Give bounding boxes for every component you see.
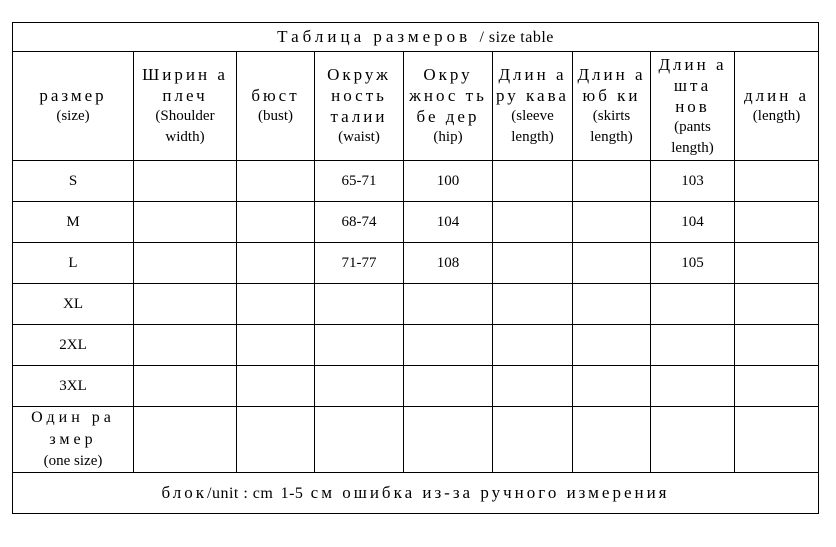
header-hip-ru: Окру жнос ть бе дер	[409, 65, 487, 126]
table-cell	[735, 407, 819, 473]
cell-pants: 104	[651, 202, 735, 243]
one-size-label	[13, 407, 134, 473]
one-size-row	[13, 407, 819, 473]
header-sleeve-ru: Длин а ру кава	[496, 65, 569, 105]
cell-bust	[237, 284, 315, 325]
header-bust-ru: бюст	[251, 86, 300, 105]
header-waist	[315, 52, 404, 161]
cell-size: 2XL	[13, 325, 134, 366]
cell-pants: 105	[651, 243, 735, 284]
header-length-en: (length)	[752, 108, 801, 124]
header-shoulder-ru: Ширин а плеч	[142, 65, 228, 105]
cell-length	[735, 243, 819, 284]
cell-hip	[404, 284, 493, 325]
header-shoulder-en: (Shoulder width)	[155, 108, 215, 145]
header-hip	[404, 52, 493, 161]
footer-error-text: см ошибка из-за ручного измерения	[310, 483, 670, 502]
header-skirt-ru: Длин а юб ки	[577, 65, 646, 105]
header-bust-en: (bust)	[258, 108, 293, 124]
table-cell	[315, 407, 404, 473]
cell-sleeve	[493, 161, 573, 202]
table-row	[13, 284, 819, 325]
cell-bust	[237, 202, 315, 243]
one-size-ru: Один ра змер	[31, 409, 115, 448]
cell-skirt	[573, 325, 651, 366]
header-sleeve	[493, 52, 573, 161]
header-size-ru: размер	[39, 86, 107, 105]
cell-length	[735, 366, 819, 407]
cell-waist: 68-74	[315, 202, 404, 243]
table-row	[13, 325, 819, 366]
table-cell	[651, 407, 735, 473]
cell-hip: 100	[404, 161, 493, 202]
cell-hip	[404, 325, 493, 366]
cell-skirt	[573, 161, 651, 202]
table-title	[13, 23, 819, 52]
cell-waist: 71-77	[315, 243, 404, 284]
cell-bust	[237, 243, 315, 284]
cell-length	[735, 284, 819, 325]
cell-sleeve	[493, 202, 573, 243]
table-row	[13, 161, 819, 202]
footer-unit-en: /unit : cm	[207, 485, 274, 502]
header-skirt-en: (skirts length)	[590, 108, 633, 145]
cell-size: S	[13, 161, 134, 202]
one-size-en: (one size)	[43, 453, 103, 469]
footer-unit-ru: блок	[161, 483, 208, 502]
header-length	[735, 52, 819, 161]
header-sleeve-en: (sleeve length)	[511, 108, 554, 145]
table-cell	[573, 407, 651, 473]
header-hip-en: (hip)	[433, 129, 463, 145]
cell-sleeve	[493, 325, 573, 366]
cell-pants	[651, 325, 735, 366]
header-pants-ru: Длин а шта нов	[658, 54, 727, 116]
cell-waist: 65-71	[315, 161, 404, 202]
cell-skirt	[573, 243, 651, 284]
cell-shoulder	[134, 325, 237, 366]
cell-skirt	[573, 366, 651, 407]
table-row	[13, 366, 819, 407]
cell-waist	[315, 366, 404, 407]
header-bust	[237, 52, 315, 161]
table-cell	[493, 407, 573, 473]
cell-hip: 108	[404, 243, 493, 284]
cell-shoulder	[134, 284, 237, 325]
size-table	[12, 22, 819, 514]
cell-bust	[237, 161, 315, 202]
cell-waist	[315, 284, 404, 325]
cell-sleeve	[493, 243, 573, 284]
header-skirt	[573, 52, 651, 161]
table-cell	[134, 407, 237, 473]
cell-bust	[237, 366, 315, 407]
header-row	[13, 52, 819, 161]
cell-length	[735, 202, 819, 243]
cell-bust	[237, 325, 315, 366]
header-shoulder	[134, 52, 237, 161]
cell-skirt	[573, 202, 651, 243]
table-cell	[404, 407, 493, 473]
cell-shoulder	[134, 161, 237, 202]
cell-pants	[651, 284, 735, 325]
table-title-row	[13, 23, 819, 52]
cell-waist	[315, 325, 404, 366]
table-row	[13, 202, 819, 243]
footer-range: 1-5	[280, 485, 304, 502]
table-row	[13, 243, 819, 284]
footer-note	[13, 473, 819, 514]
header-pants	[651, 52, 735, 161]
cell-skirt	[573, 284, 651, 325]
cell-size: 3XL	[13, 366, 134, 407]
cell-sleeve	[493, 284, 573, 325]
cell-size: XL	[13, 284, 134, 325]
header-pants-en: (pants length)	[671, 118, 714, 156]
size-rows	[13, 161, 819, 407]
cell-size: L	[13, 243, 134, 284]
header-waist-en: (waist)	[338, 129, 380, 145]
cell-hip: 104	[404, 202, 493, 243]
cell-hip	[404, 366, 493, 407]
header-size	[13, 52, 134, 161]
cell-shoulder	[134, 243, 237, 284]
cell-size: M	[13, 202, 134, 243]
header-waist-ru: Окруж ность талии	[327, 65, 391, 126]
header-length-ru: длин а	[743, 86, 810, 105]
cell-shoulder	[134, 366, 237, 407]
title-en: / size table	[479, 29, 554, 46]
cell-length	[735, 161, 819, 202]
cell-pants: 103	[651, 161, 735, 202]
cell-length	[735, 325, 819, 366]
title-ru: Таблица размеров	[277, 27, 472, 46]
cell-sleeve	[493, 366, 573, 407]
table-cell	[237, 407, 315, 473]
footer-row	[13, 473, 819, 514]
cell-pants	[651, 366, 735, 407]
header-size-en: (size)	[56, 108, 90, 124]
cell-shoulder	[134, 202, 237, 243]
